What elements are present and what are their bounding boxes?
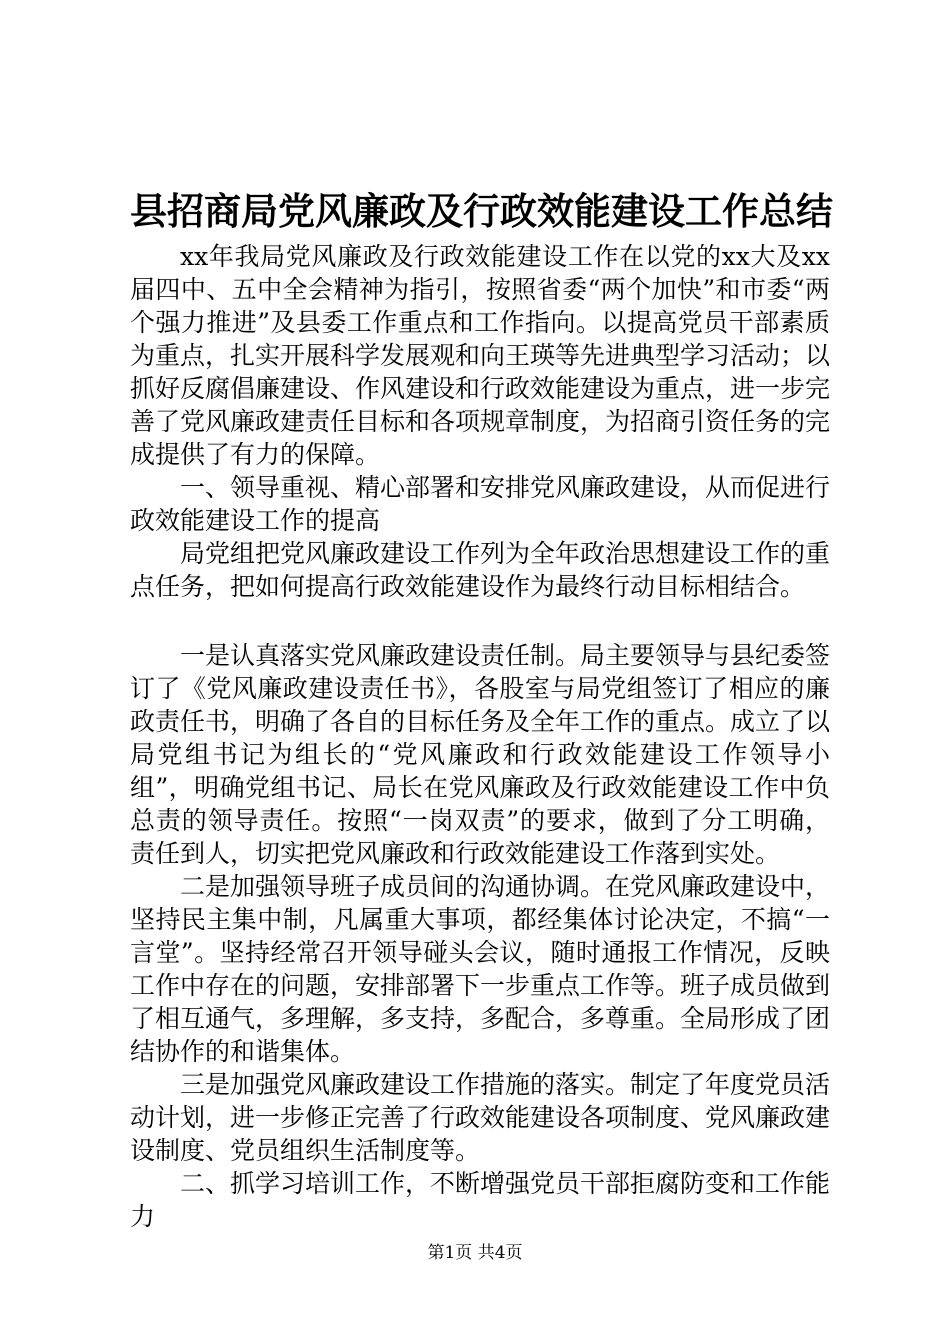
document-body (130, 240, 830, 1233)
paragraph-section-1-intro: 局党组把党风廉政建设工作列为全年政治思想建设工作的重点任务，把如何提高行政效能建设作为最终行动目标相结合。 (130, 539, 831, 601)
document-title: 县招商局党风廉政及行政效能建设工作总结 (130, 189, 833, 233)
paragraph-item-1: 一是认真落实党风廉政建设责任制。局主要领导与县纪委签订了《党风廉政建设责任书》，各股室与局党组签订了相应的廉政责任书，明确了各自的目标任务及全年工作的重点。成立了以局党组书记为组长的“党风廉政和行政效能建设工作领导小组”，明确党组书记、局长在党风廉政及行政效能建设工作中负总责的领导责任。按照“一岗双责”的要求，做到了分工明确，责任到人，切实把党风廉政和行政效能建设工作落到实处。 (130, 641, 831, 868)
section-heading-1: 一、领导重视、精心部署和安排党风廉政建设，从而促进行政效能建设工作的提高 (130, 473, 831, 535)
page-indicator: 第1页 共4页 (427, 1243, 523, 1263)
paragraph-item-3: 三是加强党风廉政建设工作措施的落实。制定了年度党员活动计划，进一步修正完善了行政效能建设各项制度、党风廉政建设制度、党员组织生活制度等。 (130, 1070, 831, 1165)
page-footer (0, 1242, 950, 1264)
paragraph-intro: xx年我局党风廉政及行政效能建设工作在以党的xx大及xx届四中、五中全会精神为指引，按照省委“两个加快”和市委“两个强力推进”及县委工作重点和工作指向。以提高党员干部素质为重点，扎实开展科学发展观和向王瑛等先进典型学习活动；以抓好反腐倡廉建设、作风建设和行政效能建设为重点，进一步完善了党风廉政建责任目标和各项规章制度，为招商引资任务的完成提供了有力的保障。 (130, 242, 831, 469)
section-heading-2: 二、抓学习培训工作，不断增强党员干部拒腐防变和工作能力 (130, 1169, 831, 1231)
paragraph-item-2: 二是加强领导班子成员间的沟通协调。在党风廉政建设中，坚持民主集中制，凡属重大事项，都经集体讨论决定，不搞“一言堂”。坚持经常召开领导碰头会议，随时通报工作情况，反映工作中存在的问题，安排部署下一步重点工作等。班子成员做到了相互通气，多理解，多支持，多配合，多尊重。全局形成了团结协作的和谐集体。 (130, 872, 831, 1066)
